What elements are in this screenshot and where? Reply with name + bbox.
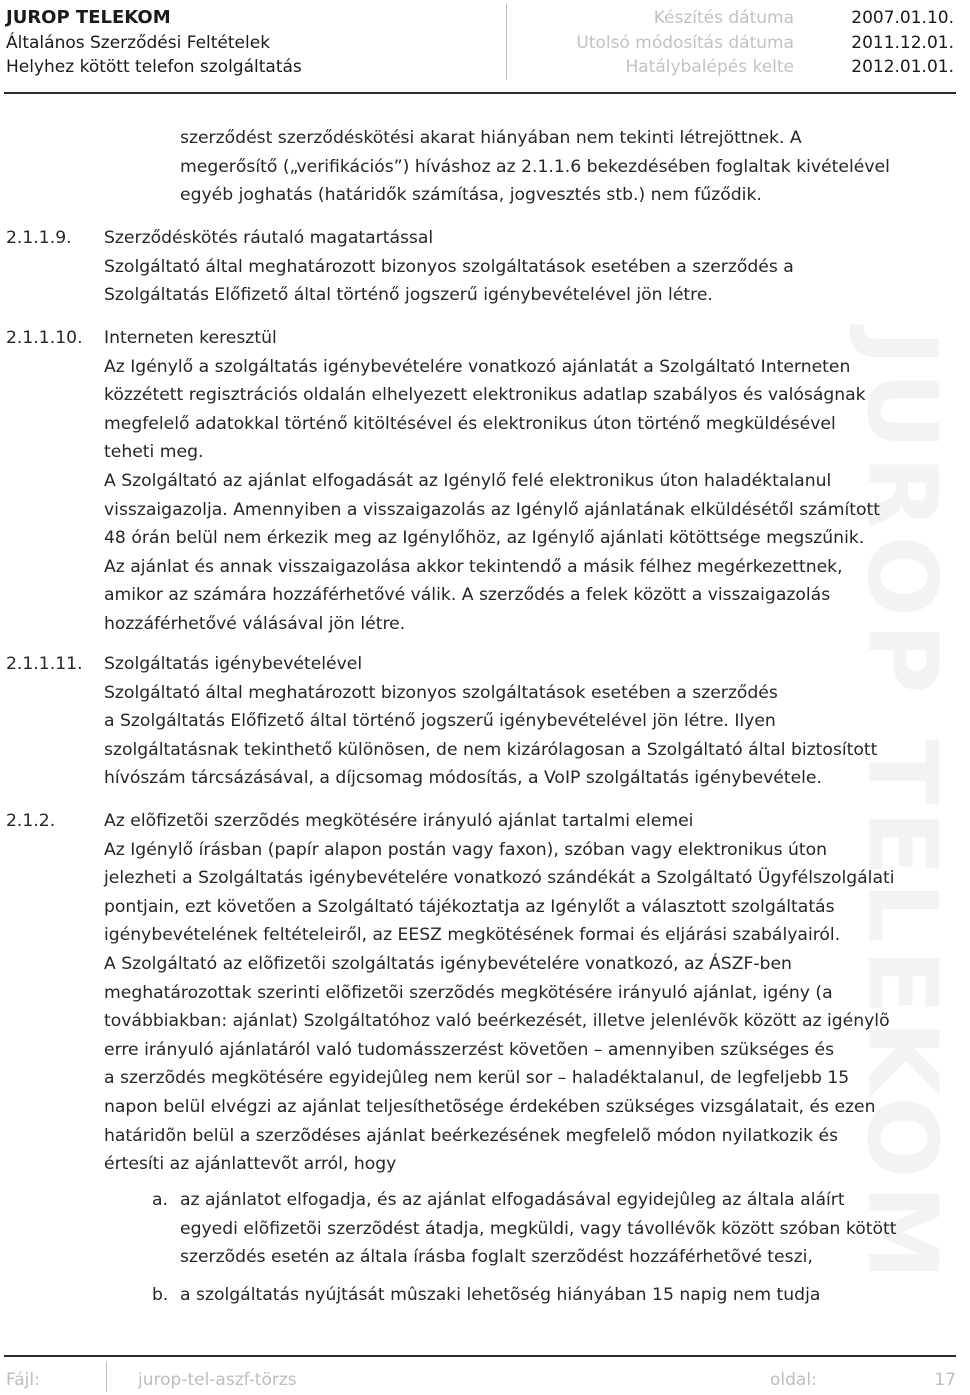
section-body bbox=[104, 650, 956, 793]
intro-paragraph bbox=[180, 124, 950, 210]
footer-divider bbox=[106, 1362, 107, 1392]
list-item-text bbox=[180, 1281, 950, 1310]
text-line: Szolgáltatás Előfizető által történő jogszerű igénybevételével jön létre. bbox=[104, 285, 713, 306]
text-line: meghatározottak szerinti elõfizetõi szerzõdés megkötésére irányuló ajánlat, igény (a bbox=[104, 982, 833, 1003]
header-dates bbox=[800, 6, 954, 80]
list-marker: b. bbox=[152, 1285, 169, 1305]
text-line: a szolgáltatás nyújtását mûszaki lehetõség hiányában 15 napig nem tudja bbox=[180, 1285, 821, 1305]
effective-date: 2012.01.01. bbox=[851, 57, 954, 77]
text-line: szerződést szerződéskötési akarat hiányában nem tekinti létrejöttnek. A bbox=[180, 128, 802, 148]
document-title: Általános Szerződési Feltételek bbox=[6, 32, 271, 53]
page-label: oldal: bbox=[770, 1370, 817, 1390]
created-date: 2007.01.10. bbox=[851, 8, 954, 28]
text-line: továbbiakban: ajánlat) Szolgáltatóhoz való beérkezését, illetve jelenlévõk között az igénylõ bbox=[104, 1011, 890, 1032]
modified-date-label: Utolsó módosítás dátuma bbox=[576, 32, 794, 53]
page-number: 17 bbox=[934, 1370, 956, 1390]
text-line: Az ajánlat és annak visszaigazolása akkor tekintendő a másik félhez megérkezettnek, bbox=[104, 556, 843, 577]
section-heading: Szerződéskötés ráutaló magatartással bbox=[104, 228, 434, 248]
company-name: JUROP TELEKOM bbox=[6, 7, 171, 28]
created-date-label: Készítés dátuma bbox=[653, 8, 794, 28]
effective-date-label: Hatálybalépés kelte bbox=[625, 57, 794, 77]
list-marker: a. bbox=[152, 1190, 168, 1210]
text-line: egyéb joghatás (határidők számítása, jogvesztés stb.) nem fűződik. bbox=[180, 185, 762, 206]
text-line: amikor az számára hozzáférhetővé válik. A szerződés a felek között a visszaigazolás bbox=[104, 585, 831, 606]
text-line: a szerzõdés megkötésére egyidejûleg nem kerül sor – haladéktalanul, de legfeljebb 15 bbox=[104, 1068, 850, 1089]
text-line: egyedi elõfizetõi szerzõdést átadja, megküldi, vagy távollévõk között szóban kötött bbox=[180, 1218, 897, 1239]
text-line: Szolgáltató által meghatározott bizonyos szolgáltatások esetében a szerződés bbox=[104, 682, 778, 703]
header-rule bbox=[4, 92, 956, 94]
file-name: jurop-tel-aszf-törzs bbox=[138, 1370, 297, 1390]
section-number: 2.1.1.9. bbox=[6, 228, 72, 248]
header-left bbox=[6, 6, 302, 80]
text-line: értesíti az ajánlattevõt arról, hogy bbox=[104, 1154, 397, 1175]
text-line: erre irányuló ajánlatáról való tudomásszerzést követõen – amennyiben szükséges és bbox=[104, 1039, 835, 1060]
section-number: 2.1.1.11. bbox=[6, 654, 83, 674]
list-item-text bbox=[180, 1186, 950, 1272]
file-label: Fájl: bbox=[6, 1370, 40, 1390]
text-line: A Szolgáltató az elõfizetõi szolgáltatás igénybevételére vonatkozó, az ÁSZF-ben bbox=[104, 953, 792, 974]
text-line: Az Igénylő a szolgáltatás igénybevételére vonatkozó ajánlatát a Szolgáltató Interneten bbox=[104, 356, 851, 377]
text-line: közzétett regisztrációs oldalán elhelyezett elektronikus adatlap szabályos és valóságnak bbox=[104, 385, 866, 406]
modified-date: 2011.12.01. bbox=[851, 32, 954, 53]
text-line: szolgáltatásnak tekinthető különösen, de nem kizárólagosan a Szolgáltató által biztosított bbox=[104, 739, 878, 760]
section-number: 2.1.2. bbox=[6, 811, 56, 831]
watermark-text: JUROP TELEKOM bbox=[846, 330, 958, 1287]
section-body bbox=[104, 807, 956, 1179]
header-date-labels bbox=[520, 6, 794, 80]
text-line: hozzáférhetővé válásával jön létre. bbox=[104, 613, 406, 634]
text-line: megerősítő („verifikációs”) híváshoz az 2.1.1.6 bekezdésében foglaltak kivételével bbox=[180, 156, 890, 177]
text-line: napon belül elvégzi az ajánlat teljesíthetõsége érdekében szükséges vizsgálatait, és ezen bbox=[104, 1096, 876, 1117]
section-heading: Szolgáltatás igénybevételével bbox=[104, 654, 363, 674]
section-body bbox=[104, 324, 956, 639]
text-line: hívószám tárcsázásával, a díjcsomag módosítás, a VoIP szolgáltatás igénybevétele. bbox=[104, 768, 822, 789]
text-line: jelezheti a Szolgáltatás igénybevételére vonatkozó szándékát a Szolgáltató Ügyfélszolgálati bbox=[104, 868, 895, 889]
text-line: 48 órán belül nem érkezik meg az Igénylőhöz, az Igénylő ajánlati kötöttsége megszűnik. bbox=[104, 528, 865, 549]
text-line: A Szolgáltató az ajánlat elfogadását az Igénylő felé elektronikus úton haladéktalanul bbox=[104, 470, 832, 491]
text-line: Az Igénylő írásban (papír alapon postán vagy faxon), szóban vagy elektronikus úton bbox=[104, 839, 828, 860]
service-name: Helyhez kötött telefon szolgáltatás bbox=[6, 57, 302, 77]
text-line: teheti meg. bbox=[104, 442, 204, 463]
text-line: az ajánlatot elfogadja, és az ajánlat elfogadásával egyidejûleg az általa aláírt bbox=[180, 1190, 845, 1210]
text-line: Szolgáltató által meghatározott bizonyos szolgáltatások esetében a szerződés a bbox=[104, 256, 794, 277]
section-heading: Az elõfizetõi szerzõdés megkötésére irányuló ajánlat tartalmi elemei bbox=[104, 811, 694, 831]
text-line: igénybevételének feltételeiről, az EESZ megkötésének formai és eljárási szabályairól. bbox=[104, 925, 841, 946]
text-line: megfelelő adatokkal történő kitöltésével és elektronikus úton történő megküldésével bbox=[104, 413, 836, 434]
section-heading: Interneten keresztül bbox=[104, 328, 277, 348]
section-number: 2.1.1.10. bbox=[6, 328, 83, 348]
footer-rule bbox=[4, 1355, 956, 1357]
section-body bbox=[104, 224, 956, 310]
page-header bbox=[0, 0, 960, 92]
text-line: szerzõdés esetén az általa írásba foglalt szerzõdést hozzáférhetõvé teszi, bbox=[180, 1247, 813, 1268]
header-divider bbox=[506, 4, 507, 80]
text-line: határidõn belül a szerzõdéses ajánlat beérkezésének megfelelõ módon nyilatkozik és bbox=[104, 1125, 839, 1146]
text-line: a Szolgáltatás Előfizető által történő jogszerű igénybevételével jön létre. Ilyen bbox=[104, 711, 776, 732]
text-line: pontjain, ezt követően a Szolgáltató tájékoztatja az Igénylőt a választott szolgáltatás bbox=[104, 896, 835, 917]
text-line: visszaigazolja. Amennyiben a visszaigazolás az Igénylő ajánlatának elküldésétől számított bbox=[104, 499, 880, 520]
